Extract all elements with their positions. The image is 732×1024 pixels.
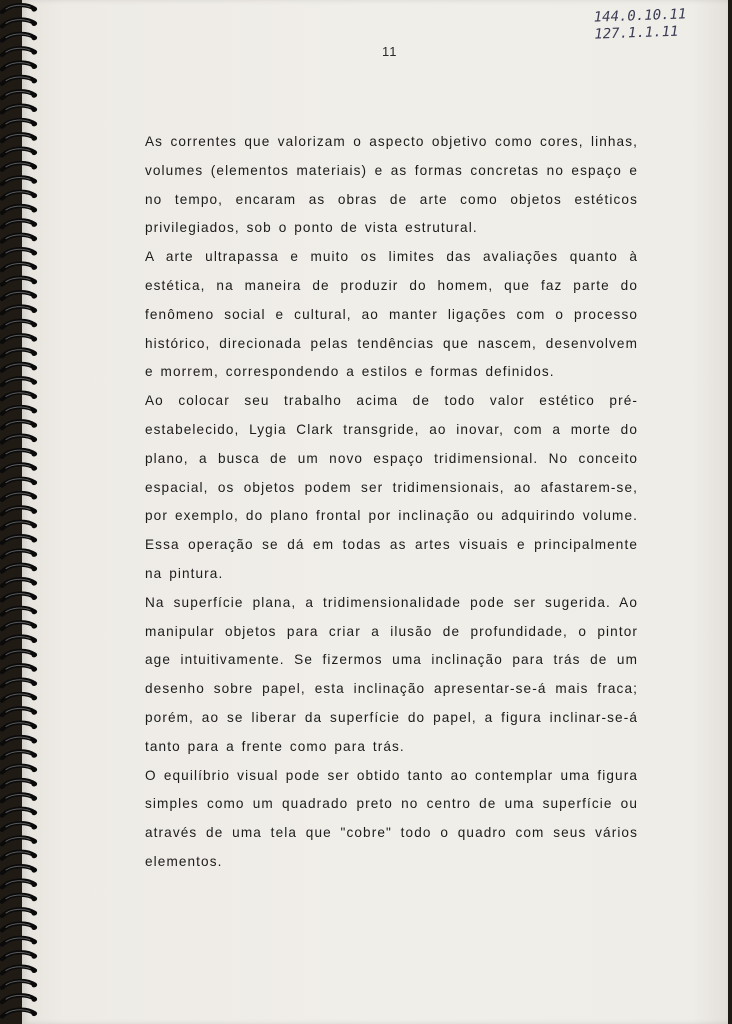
spiral-coil (2, 464, 37, 471)
page-number: 11 (382, 44, 398, 59)
spiral-coil (2, 694, 37, 701)
spiral-coil (2, 206, 37, 213)
spiral-coil (2, 249, 37, 256)
spiral-coil (2, 880, 37, 887)
spiral-coil (2, 852, 37, 859)
spiral-coil (2, 751, 37, 758)
spiral-coil (2, 163, 37, 170)
spiral-coil (2, 981, 37, 988)
spiral-coil (2, 306, 37, 313)
spiral-coil (2, 5, 37, 12)
paragraph-5: O equilíbrio visual pode ser obtido tanto ao contemplar uma figura simples como um quadrado preto no centro de uma superfície ou através de uma tela que "cobre" todo o quadro com seus vários elementos. (145, 767, 638, 869)
handwritten-catalog-code (593, 6, 687, 43)
spiral-coil (2, 608, 37, 615)
spiral-coil (2, 493, 37, 500)
spiral-coil (2, 106, 37, 113)
catalog-code-line-1: 144.0.10.11 (593, 6, 687, 26)
spiral-coil (2, 335, 37, 342)
spiral-coil (2, 522, 37, 529)
spiral-coil (2, 665, 37, 672)
spiral-coil (2, 77, 37, 84)
spiral-coil (2, 479, 37, 486)
catalog-code-line-2: 127.1.1.11 (594, 23, 679, 43)
spiral-coil (2, 637, 37, 644)
spiral-coil (2, 794, 37, 801)
paragraph-1: As correntes que valorizam o aspecto objetivo como cores, linhas, volumes (elementos materiais) e as formas concretas no espaço e no tempo, encaram as obras de arte como objetos estéticos privilegiados, sob o ponto de vista estrutural. (145, 134, 638, 236)
spiral-coil (2, 192, 37, 199)
spiral-coil (2, 708, 37, 715)
body-text (145, 128, 638, 877)
spiral-coil (2, 321, 37, 328)
spiral-coil (2, 263, 37, 270)
spiral-coil (2, 909, 37, 916)
spiral-coil (2, 809, 37, 816)
spiral-coil (2, 177, 37, 184)
spiral-coil (2, 737, 37, 744)
spiral-coil (2, 364, 37, 371)
spiral-coil (2, 292, 37, 299)
spiral-binding (0, 0, 48, 1024)
spiral-coil (2, 995, 37, 1002)
spiral-coil (2, 680, 37, 687)
spiral-coil (2, 436, 37, 443)
spiral-coil (2, 967, 37, 974)
spiral-coil (2, 134, 37, 141)
spiral-coil (2, 63, 37, 70)
spiral-coil (2, 235, 37, 242)
spiral-coil (2, 895, 37, 902)
spiral-coil (2, 220, 37, 227)
paragraph-4: Na superfície plana, a tridimensionalidade pode ser sugerida. Ao manipular objetos para criar a ilusão de profundidade, o pintor age intuitivamente. Se fizermos uma inclinação para trás de um desenho sobre papel, esta inclinação apresentar-se-á mais fraca; porém, ao se liberar da superfície do papel, a figura inclinar-se-á tanto para a frente como para trás. (145, 594, 638, 754)
spiral-coil (2, 407, 37, 414)
spiral-coil (2, 651, 37, 658)
spiral-coil (2, 421, 37, 428)
spiral-coil (2, 34, 37, 41)
spiral-coil (2, 48, 37, 55)
spiral-coil (2, 837, 37, 844)
spiral-coil (2, 91, 37, 98)
spiral-coil (2, 450, 37, 457)
spiral-coil (2, 536, 37, 543)
paragraph-3: Ao colocar seu trabalho acima de todo valor estético pré-estabelecido, Lygia Clark transgride, ao inovar, com a morte do plano, a busca de um novo espaço tridimensional. No conceito espacial, os objetos podem ser tridimensionais, ao afastarem-se, por exemplo, do plano frontal por inclinação ou adquirindo volume. Essa operação se dá em todas as artes visuais e principalmente na pintura. (145, 393, 638, 581)
spiral-coil (2, 593, 37, 600)
spiral-coil (2, 866, 37, 873)
spiral-coil (2, 622, 37, 629)
spiral-coil (2, 393, 37, 400)
spiral-coil (2, 780, 37, 787)
spiral-coil (2, 350, 37, 357)
spiral-coil (2, 550, 37, 557)
spiral-coil (2, 120, 37, 127)
spiral-coil (2, 19, 37, 26)
spiral-coil (2, 924, 37, 931)
paragraph-2: A arte ultrapassa e muito os limites das avaliações quanto à estética, na maneira de produzir do homem, que faz parte do fenômeno social e cultural, ao manter ligações com o processo histórico, direcionada pelas tendências que nascem, desenvolvem e morrem, correspondendo a estilos e formas definidos. (145, 249, 638, 380)
spiral-coil (2, 507, 37, 514)
spiral-coil (2, 723, 37, 730)
spiral-coil (2, 952, 37, 959)
spiral-coil (2, 149, 37, 156)
spiral-coil (2, 938, 37, 945)
spiral-coil (2, 579, 37, 586)
spiral-coil (2, 565, 37, 572)
spiral-coil (2, 766, 37, 773)
spiral-coil (2, 1010, 37, 1017)
spiral-coil (2, 278, 37, 285)
spiral-coil (2, 823, 37, 830)
spiral-coil (2, 378, 37, 385)
